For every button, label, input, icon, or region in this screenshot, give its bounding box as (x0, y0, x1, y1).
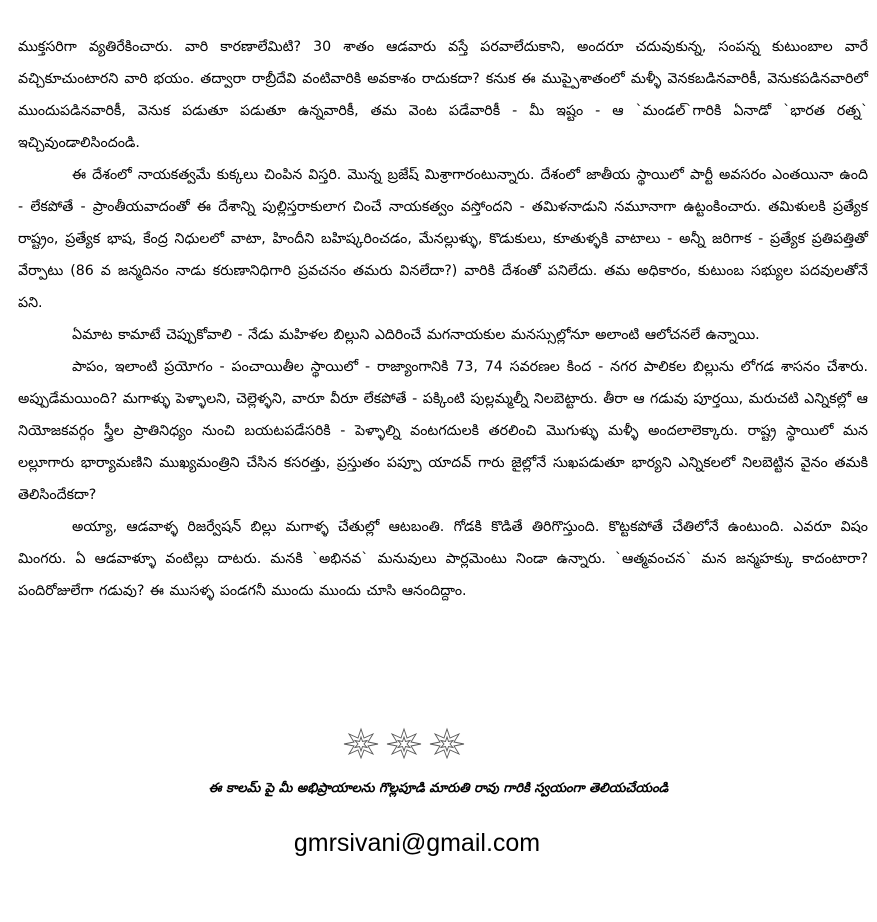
article-paragraph: ముక్తసరిగా వ్యతిరేకించారు. వారి కారణాలేమిటి? 30 శాతం ఆడవారు వస్తే పరవాలేదుకాని, అందరూ చదువుకున్న, సంపన్న కుటుంబాల వారే వచ్చికూచుంటారని వారి భయం. తద్వారా రాబ్రీదేవి వంటివారికి అవకాశం రాదుకదా? కనుక ఈ ముప్పైశాతంలో మళ్ళీ వెనకబడినవారికీ, వెనుకపడినవారిలో ముందుపడినవారికీ, వెనుక పడుతూ పడుతూ ఉన్నవారికీ, తమ వెంట పడేవారికీ - మీ ఇష్టం - ఆ `మండల్`గారికి ఏనాడో `భారత రత్న` ఇచ్చివుండాలిసిందండి. (18, 39, 868, 151)
article-paragraph: అయ్యా, ఆడవాళ్ళ రిజర్వేషన్ బిల్లు మగాళ్ళ చేతుల్లో ఆటబంతి. గోడకి కొడితే తిరిగొస్తుంది. కొట్టకపోతే చేతిలోనే ఉంటుంది. ఎవరూ విషం మింగరు. ఏ ఆడవాళ్ళూ వంటిల్లు దాటరు. మనకి `అభినవ` మనువులు పార్లమెంటు నిండా ఉన్నారు. `ఆత్మవంచన` మన జన్మహక్కు కాదంటారా? పందిరోజులేగా గడువు? ఈ ముసళ్ళ పండగనీ ముందు ముందు చూసి ఆనందిద్దాం. (18, 519, 868, 599)
article-paragraph: ఏమాట కామాటే చెప్పుకోవాలి - నేడు మహిళల బిల్లుని ఎదిరించే మగనాయకుల మనస్సుల్లోనూ అలాంటి ఆలోచనలే ఉన్నాయి. (72, 327, 760, 343)
feedback-note: ఈ కాలమ్ పై మీ అభిప్రాయాలను గొల్లపూడి మారుతి రావు గారికి స్వయంగా తెలియచేయండి (208, 781, 669, 796)
article-body (18, 31, 868, 607)
starburst-divider-icon (342, 726, 467, 760)
article-paragraph: పాపం, ఇలాంటి ప్రయోగం - పంచాయితీల స్థాయిలో - రాజ్యాంగానికి 73, 74 సవరణల కింద - నగర పాలికల బిల్లును లోగడ శాసనం చేశారు. అప్పుడేమయింది? మగాళ్ళు పెళ్ళాలని, చెల్లెళ్ళని, వారూ వీరూ లేకపోతే - పక్కింటి పుల్లమ్మల్నీ నిలబెట్టారు. తీరా ఆ గడువు పూర్తయి, మరుచటి ఎన్నికల్లో ఆ నియోజకవర్గం స్త్రీల ప్రాతినిధ్యం నుంచి బయటపడేసరికి - పెళ్ళాల్ని వంటగదులకి తరలించి మొగుళ్ళు మళ్ళీ అందలాలెక్కారు. రాష్ట్ర స్థాయిలో మన లల్లూగారు భార్యామణిని ముఖ్యమంత్రిని చేసిన కసరత్తు, ప్రస్తుతం పప్పూ యాదవ్ గారు జైల్లోనే సుఖపడుతూ భార్యని ఎన్నికలలో నిలబెట్టిన వైనం తమకి తెలిసిందేకదా? (18, 359, 868, 503)
article-paragraph: ఈ దేశంలో నాయకత్వమే కుక్కలు చింపిన విస్తరి. మొన్న బ్రజేష్ మిశ్రాగారంటున్నారు. దేశంలో జాతీయ స్థాయిలో పార్టీ అవసరం ఎంతయినా ఉంది - లేకపోతే - ప్రాంతీయవాదంతో ఈ దేశాన్ని పుల్లిస్తరాకులాగ చించే నాయకత్వం వస్తోందని - తమిళనాడుని నమూనాగా ఉట్టంకించారు. తమిళులకి ప్రత్యేక రాష్ట్రం, ప్రత్యేక భాష, కేంద్ర నిధులలో వాటా, హిందీని బహిష్కరించడం, మేనల్లుళ్ళు, కొడుకులు, కూతుళ్ళకి వాటాలు - అన్నీ జరిగాక - ప్రత్యేక ప్రతిపత్తితో వేర్పాటు (86 వ జన్మదినం నాడు కరుణానిధిగారి ప్రవచనం తమరు వినలేదా?) వారికి దేశంతో పనిలేదు. తమ అధికారం, కుటుంబ సభ్యుల పదవులతోనే పని. (18, 167, 868, 311)
contact-email: gmrsivani@gmail.com (293, 829, 541, 857)
